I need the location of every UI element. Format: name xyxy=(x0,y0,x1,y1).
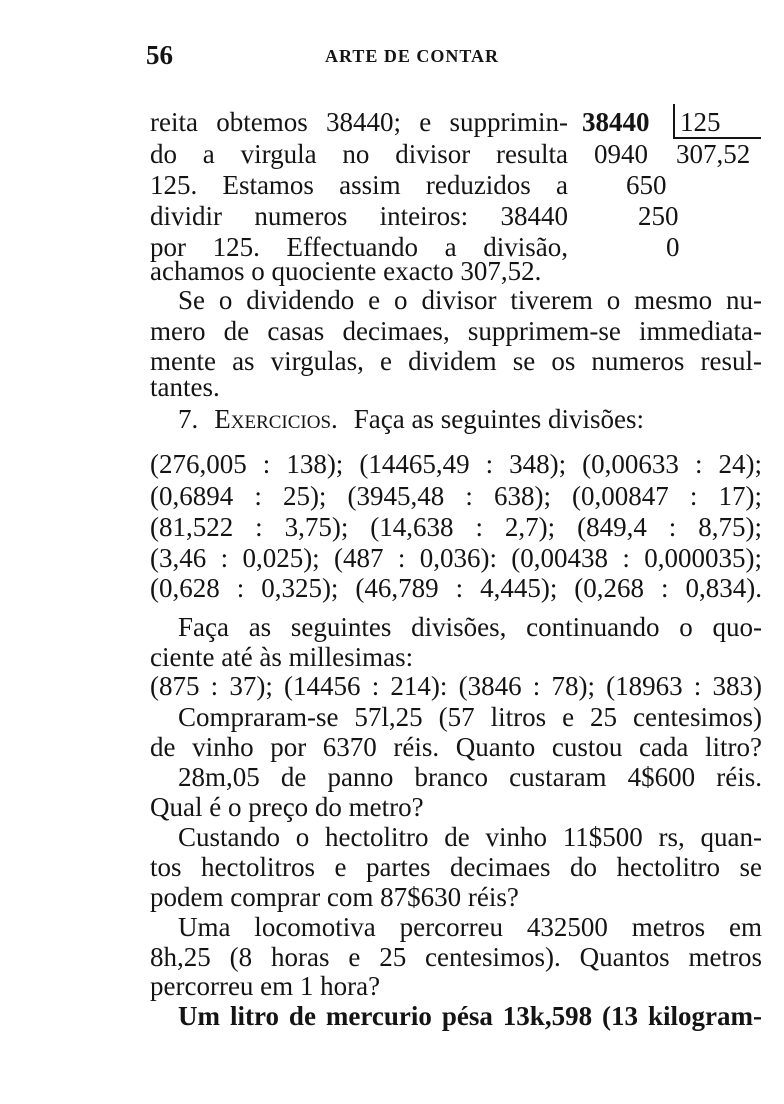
exercise-row-1: (276,005 : 138); (14465,49 : 348); (0,00633 : 24); xyxy=(150,449,762,479)
problem3-line2: tos hectolitros e partes decimaes do hectolitro se xyxy=(150,852,762,882)
problem5-line1: Um litro de mercurio pésa 13k,598 (13 kilogram- xyxy=(178,1001,762,1031)
division-quotient: 307,52 xyxy=(676,139,751,169)
division-bracket-vertical xyxy=(673,104,675,138)
problem3-line1: Custando o hectolitro de vinho 11$500 rs, quan- xyxy=(178,822,762,852)
problem4-line2: 8h,25 (8 horas e 25 centesimos). Quantos metros xyxy=(150,942,762,972)
paragraph1-line6: achamos o quociente exacto 307,52. xyxy=(150,256,542,286)
paragraph1-line3: 125. Estamos assim reduzidos a xyxy=(150,170,568,200)
exercise-row-2: (0,6894 : 25); (3945,48 : 638); (0,00847 : 17); xyxy=(150,481,762,511)
paragraph2-line4: tantes. xyxy=(150,372,220,402)
paragraph2-line3: mente as virgulas, e dividem se os numeros resul- xyxy=(150,346,762,376)
division-divisor: 125 xyxy=(680,107,721,137)
exercise-row-3: (81,522 : 3,75); (14,638 : 2,7); (849,4 : 8,75); xyxy=(150,512,762,542)
page-number: 56 xyxy=(146,40,173,70)
paragraph3-line2: ciente até às millesimas: xyxy=(150,642,414,672)
paragraph1-line2: do a virgula no divisor resulta xyxy=(150,139,568,169)
paragraph3-line3: (875 : 37); (14456 : 214): (3846 : 78); (18963 : 383) xyxy=(150,671,762,701)
exercises-instruction: Faça as seguintes divisões: xyxy=(353,404,644,434)
paragraph2-line2: mero de casas decimaes, supprimem-se immediata- xyxy=(150,316,762,346)
problem2-line2: Qual é o preço do metro? xyxy=(150,792,424,822)
exercise-row-4: (3,46 : 0,025); (487 : 0,036): (0,00438 : 0,000035); xyxy=(150,543,762,573)
exercises-number: 7. xyxy=(178,404,199,434)
exercise-row-5: (0,628 : 0,325); (46,789 : 4,445); (0,268 : 0,834). xyxy=(150,573,762,603)
division-remainder-4: 0 xyxy=(666,232,680,262)
paragraph1-line5: por 125. Effectuando a divisão, xyxy=(150,232,568,262)
running-title: ARTE DE CONTAR xyxy=(324,46,500,66)
exercises-heading xyxy=(178,404,762,434)
paragraph2-line1: Se o dividendo e o divisor tiverem o mesmo nu- xyxy=(178,285,762,315)
problem1-line1: Compraram-se 57l,25 (57 litros e 25 centesimos) xyxy=(178,702,762,732)
problem1-line2: de vinho por 6370 réis. Quanto custou cada litro? xyxy=(150,732,762,762)
division-dividend: 38440 xyxy=(582,107,650,137)
problem4-line1: Uma locomotiva percorreu 432500 metros em xyxy=(178,912,762,942)
problem2-line1: 28m,05 de panno branco custaram 4$600 réis. xyxy=(178,762,762,792)
paragraph3-line1: Faça as seguintes divisões, continuando o quo- xyxy=(178,612,762,642)
division-remainder-1: 0940 xyxy=(594,139,648,169)
division-remainder-2: 650 xyxy=(626,170,667,200)
paragraph1-line1: reita obtemos 38440; e supprimin- xyxy=(150,107,568,137)
problem3-line3: podem comprar com 87$630 réis? xyxy=(150,882,519,912)
problem4-line3: percorreu em 1 hora? xyxy=(150,971,381,1001)
division-remainder-3: 250 xyxy=(638,201,679,231)
paragraph1-line4: dividir numeros inteiros: 38440 xyxy=(150,201,568,231)
exercises-title: Exercicios. xyxy=(214,404,338,434)
